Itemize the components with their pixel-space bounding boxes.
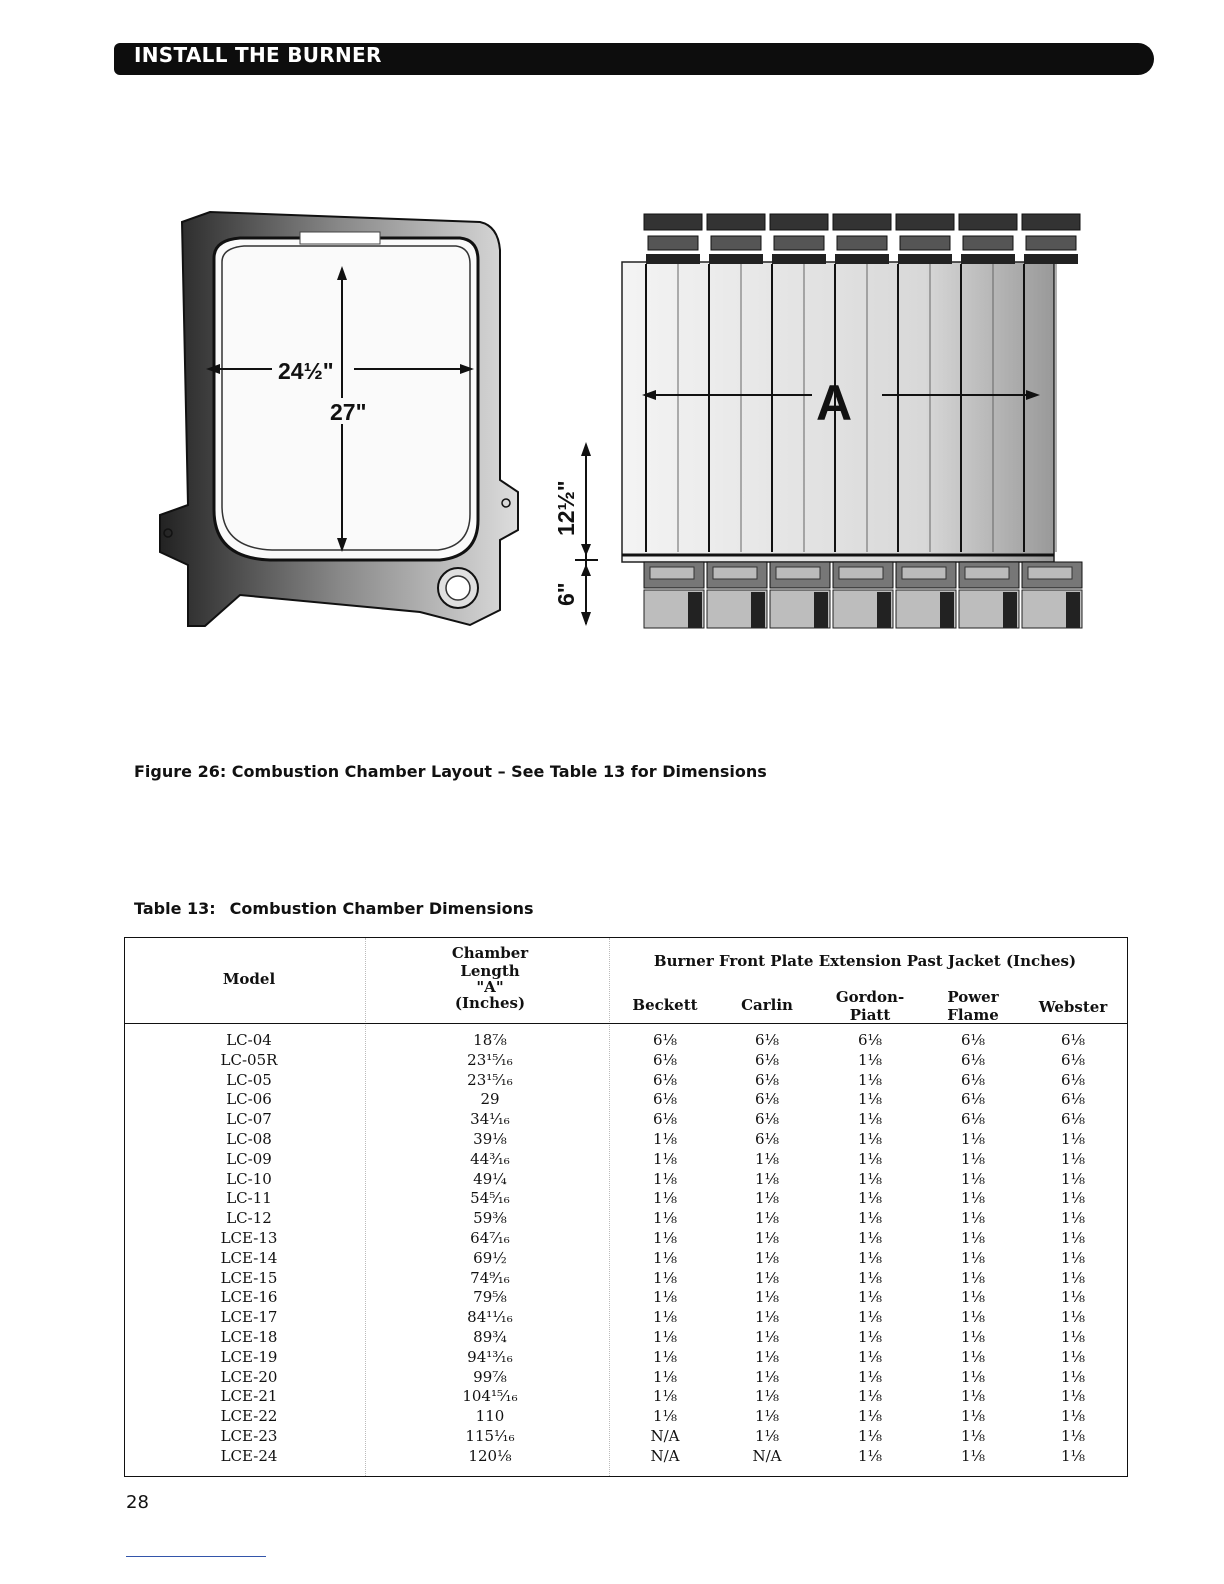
table-row bbox=[125, 1427, 1127, 1447]
height-dimension-label: 27" bbox=[330, 399, 367, 425]
table-cell: 6⅛ bbox=[754, 1110, 780, 1129]
table-cell: LCE-20 bbox=[220, 1367, 278, 1386]
table-cell: 1⅛ bbox=[857, 1446, 883, 1465]
table-cell: 34¹⁄₁₆ bbox=[470, 1110, 510, 1129]
table-cell: 1⅛ bbox=[1060, 1347, 1086, 1366]
table-cell: LC-09 bbox=[226, 1149, 272, 1168]
table-cell: 1⅛ bbox=[1060, 1268, 1086, 1287]
table-row bbox=[125, 1368, 1127, 1388]
table-cell: 1⅛ bbox=[857, 1327, 883, 1346]
table-cell: LCE-19 bbox=[220, 1347, 278, 1366]
table-cell: 29 bbox=[480, 1090, 500, 1109]
table-cell: 6⅛ bbox=[960, 1050, 986, 1069]
table-cell: 1⅛ bbox=[1060, 1446, 1086, 1465]
table-cell: LC-04 bbox=[226, 1031, 272, 1049]
table-row bbox=[125, 1031, 1127, 1051]
table-row bbox=[125, 1209, 1127, 1229]
vertical-dimension-markers bbox=[553, 442, 598, 626]
table-cell: 1⅛ bbox=[960, 1446, 986, 1465]
table-cell: LCE-17 bbox=[220, 1308, 278, 1327]
table-cell: 1⅛ bbox=[857, 1308, 883, 1327]
table-cell: 1⅛ bbox=[960, 1129, 986, 1148]
table-cell: 1⅛ bbox=[960, 1426, 986, 1445]
header-carlin: Carlin bbox=[741, 996, 793, 1014]
table-cell: 44³⁄₁₆ bbox=[470, 1149, 510, 1168]
page-number: 28 bbox=[126, 1492, 149, 1513]
table-cell: 6⅛ bbox=[857, 1031, 883, 1049]
length-a-label: A bbox=[816, 375, 853, 431]
table-row bbox=[125, 1130, 1127, 1150]
table-cell: LC-12 bbox=[226, 1209, 272, 1228]
table-row bbox=[125, 1249, 1127, 1269]
lower-height-label: 6" bbox=[553, 582, 579, 606]
table-cell: 1⅛ bbox=[754, 1426, 780, 1445]
table-cell: 115¹⁄₁₆ bbox=[465, 1426, 515, 1445]
table-cell: 1⅛ bbox=[857, 1228, 883, 1247]
header-chamber-length bbox=[425, 944, 555, 1012]
table-cell: 1⅛ bbox=[857, 1288, 883, 1307]
table-cell: 1⅛ bbox=[857, 1209, 883, 1228]
table-row bbox=[125, 1288, 1127, 1308]
table-cell: 6⅛ bbox=[652, 1110, 678, 1129]
table-cell: LC-07 bbox=[226, 1110, 272, 1129]
table-cell: 1⅛ bbox=[960, 1367, 986, 1386]
header-gordon-line: Gordon- bbox=[835, 988, 905, 1006]
table-cell: 1⅛ bbox=[960, 1268, 986, 1287]
table-row bbox=[125, 1189, 1127, 1209]
table-cell: 64⁷⁄₁₆ bbox=[470, 1228, 510, 1247]
header-chamber-line: (Inches) bbox=[454, 994, 526, 1012]
table-cell: 1⅛ bbox=[1060, 1407, 1086, 1426]
table-row bbox=[125, 1150, 1127, 1170]
section-title: INSTALL THE BURNER bbox=[134, 43, 382, 67]
table-cell: 1⅛ bbox=[960, 1407, 986, 1426]
table-cell: 6⅛ bbox=[1060, 1070, 1086, 1089]
table-cell: 1⅛ bbox=[754, 1149, 780, 1168]
table-cell: 6⅛ bbox=[960, 1090, 986, 1109]
table-cell: 6⅛ bbox=[960, 1070, 986, 1089]
table-cell: 94¹³⁄₁₆ bbox=[467, 1347, 513, 1366]
table-cell: LCE-23 bbox=[220, 1426, 278, 1445]
table-cell: 1⅛ bbox=[857, 1387, 883, 1406]
table-cell: 99⅞ bbox=[473, 1367, 507, 1386]
table-cell: LC-05 bbox=[226, 1070, 272, 1089]
table-cell: 1⅛ bbox=[1060, 1248, 1086, 1267]
table-cell: 6⅛ bbox=[754, 1129, 780, 1148]
table-cell: LCE-16 bbox=[220, 1288, 278, 1307]
table-cell: 1⅛ bbox=[1060, 1189, 1086, 1208]
table-cell: 6⅛ bbox=[652, 1070, 678, 1089]
table-cell: 6⅛ bbox=[652, 1090, 678, 1109]
table-cell: 1⅛ bbox=[1060, 1308, 1086, 1327]
table-cell: 1⅛ bbox=[960, 1308, 986, 1327]
table-cell: 1⅛ bbox=[1060, 1209, 1086, 1228]
table-cell: 1⅛ bbox=[960, 1248, 986, 1267]
table-cell: 1⅛ bbox=[1060, 1228, 1086, 1247]
table-cell: 1⅛ bbox=[960, 1169, 986, 1188]
table-cell: 1⅛ bbox=[960, 1288, 986, 1307]
table-cell: 1⅛ bbox=[652, 1169, 678, 1188]
table-row bbox=[125, 1387, 1127, 1407]
table-cell: 1⅛ bbox=[960, 1209, 986, 1228]
table-cell: 1⅛ bbox=[857, 1189, 883, 1208]
header-power-flame bbox=[923, 988, 1023, 1024]
table-cell: 1⅛ bbox=[857, 1268, 883, 1287]
table-cell: 110 bbox=[475, 1407, 505, 1426]
table-cell: N/A bbox=[650, 1446, 680, 1465]
table-cell: 1⅛ bbox=[857, 1070, 883, 1089]
table-cell: LCE-18 bbox=[220, 1327, 278, 1346]
table-cell: 1⅛ bbox=[857, 1050, 883, 1069]
table-cell: 1⅛ bbox=[754, 1268, 780, 1287]
table-row bbox=[125, 1407, 1127, 1427]
table-cell: 1⅛ bbox=[960, 1189, 986, 1208]
table-row bbox=[125, 1269, 1127, 1289]
table-cell: 1⅛ bbox=[1060, 1129, 1086, 1148]
table-cell: 1⅛ bbox=[857, 1129, 883, 1148]
table-cell: 1⅛ bbox=[960, 1347, 986, 1366]
table-cell: 1⅛ bbox=[754, 1347, 780, 1366]
table-cell: 1⅛ bbox=[857, 1248, 883, 1267]
table-cell: 1⅛ bbox=[1060, 1288, 1086, 1307]
table-cell: 1⅛ bbox=[652, 1308, 678, 1327]
table-cell: 23¹⁵⁄₁₆ bbox=[467, 1050, 513, 1069]
header-model: Model bbox=[222, 970, 276, 988]
table-row bbox=[125, 1328, 1127, 1348]
table-cell: 1⅛ bbox=[754, 1308, 780, 1327]
table-cell: 1⅛ bbox=[652, 1228, 678, 1247]
table-cell: 6⅛ bbox=[754, 1050, 780, 1069]
table-row bbox=[125, 1170, 1127, 1190]
table-cell: 23¹⁵⁄₁₆ bbox=[467, 1070, 513, 1089]
table-cell: 6⅛ bbox=[1060, 1050, 1086, 1069]
table-cell: 104¹⁵⁄₁₆ bbox=[462, 1387, 518, 1406]
header-power-line: Power bbox=[947, 988, 999, 1006]
table-cell: 6⅛ bbox=[754, 1070, 780, 1089]
table-cell: 6⅛ bbox=[1060, 1110, 1086, 1129]
table-cell: 74⁹⁄₁₆ bbox=[470, 1268, 510, 1287]
table-cell: N/A bbox=[650, 1426, 680, 1445]
table-cell: LCE-22 bbox=[220, 1407, 278, 1426]
table-cell: 79⅝ bbox=[473, 1288, 507, 1307]
table-cell: 1⅛ bbox=[1060, 1367, 1086, 1386]
table-cell: 1⅛ bbox=[754, 1288, 780, 1307]
table-body bbox=[125, 1031, 1127, 1467]
header-webster: Webster bbox=[1038, 998, 1108, 1016]
header-power-line: Flame bbox=[947, 1006, 999, 1024]
table-cell: 1⅛ bbox=[1060, 1149, 1086, 1168]
header-rule bbox=[125, 1023, 1127, 1024]
table-cell: 1⅛ bbox=[857, 1169, 883, 1188]
table-cell: 1⅛ bbox=[1060, 1387, 1086, 1406]
table-cell: 6⅛ bbox=[960, 1110, 986, 1129]
table-cell: LC-10 bbox=[226, 1169, 272, 1188]
table-row bbox=[125, 1229, 1127, 1249]
table-caption-number: Table 13: bbox=[134, 899, 216, 918]
table-cell: 6⅛ bbox=[1060, 1090, 1086, 1109]
combustion-chamber-table bbox=[124, 937, 1128, 1477]
side-view-drawing bbox=[622, 214, 1082, 628]
table-cell: LCE-15 bbox=[220, 1268, 278, 1287]
table-cell: 1⅛ bbox=[754, 1407, 780, 1426]
table-cell: 6⅛ bbox=[1060, 1031, 1086, 1049]
table-cell: 1⅛ bbox=[754, 1327, 780, 1346]
table-cell: 1⅛ bbox=[1060, 1327, 1086, 1346]
table-cell: 39⅛ bbox=[473, 1129, 507, 1148]
table-cell: 1⅛ bbox=[857, 1407, 883, 1426]
table-cell: LCE-13 bbox=[220, 1228, 278, 1247]
header-chamber-line: Chamber bbox=[451, 944, 529, 962]
table-row bbox=[125, 1308, 1127, 1328]
table-cell: 1⅛ bbox=[960, 1149, 986, 1168]
table-cell: LCE-14 bbox=[220, 1248, 278, 1267]
table-cell: 1⅛ bbox=[754, 1248, 780, 1267]
table-cell: 6⅛ bbox=[652, 1031, 678, 1049]
table-cell: 1⅛ bbox=[652, 1407, 678, 1426]
table-cell: 6⅛ bbox=[960, 1031, 986, 1049]
table-cell: 1⅛ bbox=[960, 1327, 986, 1346]
table-cell: 69½ bbox=[473, 1248, 507, 1267]
table-cell: 1⅛ bbox=[754, 1367, 780, 1386]
table-cell: 6⅛ bbox=[754, 1031, 780, 1049]
table-cell: 1⅛ bbox=[857, 1110, 883, 1129]
table-cell: 1⅛ bbox=[652, 1209, 678, 1228]
table-cell: 1⅛ bbox=[1060, 1426, 1086, 1445]
footer-rule bbox=[126, 1556, 266, 1557]
table-cell: 120⅛ bbox=[468, 1446, 512, 1465]
header-chamber-line: "A" bbox=[476, 978, 504, 996]
table-cell: 89¾ bbox=[473, 1327, 507, 1346]
width-dimension-label: 24½" bbox=[278, 358, 334, 384]
table-cell: 1⅛ bbox=[652, 1387, 678, 1406]
table-cell: 1⅛ bbox=[857, 1090, 883, 1109]
table-cell: 1⅛ bbox=[652, 1327, 678, 1346]
table-row bbox=[125, 1071, 1127, 1091]
table-cell: 1⅛ bbox=[652, 1129, 678, 1148]
table-cell: 1⅛ bbox=[960, 1387, 986, 1406]
table-cell: 1⅛ bbox=[754, 1189, 780, 1208]
figure-caption: Figure 26: Combustion Chamber Layout – See Table 13 for Dimensions bbox=[134, 762, 767, 781]
table-cell: 1⅛ bbox=[652, 1149, 678, 1168]
table-cell: LCE-24 bbox=[220, 1446, 278, 1465]
table-cell: LCE-21 bbox=[220, 1387, 278, 1406]
table-cell: 1⅛ bbox=[652, 1288, 678, 1307]
table-cell: 1⅛ bbox=[754, 1228, 780, 1247]
table-cell: LC-06 bbox=[226, 1090, 272, 1109]
table-row bbox=[125, 1447, 1127, 1467]
header-gordon-line: Piatt bbox=[849, 1006, 891, 1024]
table-cell: 1⅛ bbox=[857, 1426, 883, 1445]
table-cell: 1⅛ bbox=[857, 1149, 883, 1168]
table-cell: 1⅛ bbox=[652, 1367, 678, 1386]
header-beckett: Beckett bbox=[632, 996, 698, 1014]
table-cell: 6⅛ bbox=[652, 1050, 678, 1069]
table-cell: LC-11 bbox=[226, 1189, 272, 1208]
table-cell: 1⅛ bbox=[652, 1248, 678, 1267]
table-cell: 1⅛ bbox=[754, 1169, 780, 1188]
table-cell: 6⅛ bbox=[754, 1090, 780, 1109]
table-cell: 1⅛ bbox=[1060, 1169, 1086, 1188]
table-cell: LC-08 bbox=[226, 1129, 272, 1148]
table-row bbox=[125, 1051, 1127, 1071]
front-view-drawing bbox=[160, 212, 518, 626]
table-cell: 84¹¹⁄₁₆ bbox=[467, 1308, 513, 1327]
table-cell: 18⅞ bbox=[473, 1031, 507, 1049]
header-chamber-line: Length bbox=[460, 962, 520, 980]
table-row bbox=[125, 1348, 1127, 1368]
table-cell: 49¼ bbox=[473, 1169, 507, 1188]
table-cell: 59⅜ bbox=[473, 1209, 507, 1228]
upper-height-label: 12½" bbox=[553, 480, 579, 536]
table-caption bbox=[134, 899, 534, 918]
table-caption-text: Combustion Chamber Dimensions bbox=[229, 899, 534, 918]
table-cell: 1⅛ bbox=[652, 1189, 678, 1208]
table-cell: N/A bbox=[752, 1446, 782, 1465]
header-burner-group: Burner Front Plate Extension Past Jacket (Inches) bbox=[653, 952, 1077, 970]
table-cell: 1⅛ bbox=[857, 1367, 883, 1386]
header-gordon-piatt bbox=[817, 988, 923, 1024]
table-cell: 1⅛ bbox=[652, 1347, 678, 1366]
table-cell: LC-05R bbox=[220, 1050, 278, 1069]
combustion-chamber-figure bbox=[0, 0, 1224, 740]
table-cell: 1⅛ bbox=[754, 1387, 780, 1406]
table-row bbox=[125, 1110, 1127, 1130]
table-cell: 54⁵⁄₁₆ bbox=[470, 1189, 510, 1208]
table-cell: 1⅛ bbox=[857, 1347, 883, 1366]
table-row bbox=[125, 1090, 1127, 1110]
table-cell: 1⅛ bbox=[652, 1268, 678, 1287]
table-cell: 1⅛ bbox=[754, 1209, 780, 1228]
table-cell: 1⅛ bbox=[960, 1228, 986, 1247]
